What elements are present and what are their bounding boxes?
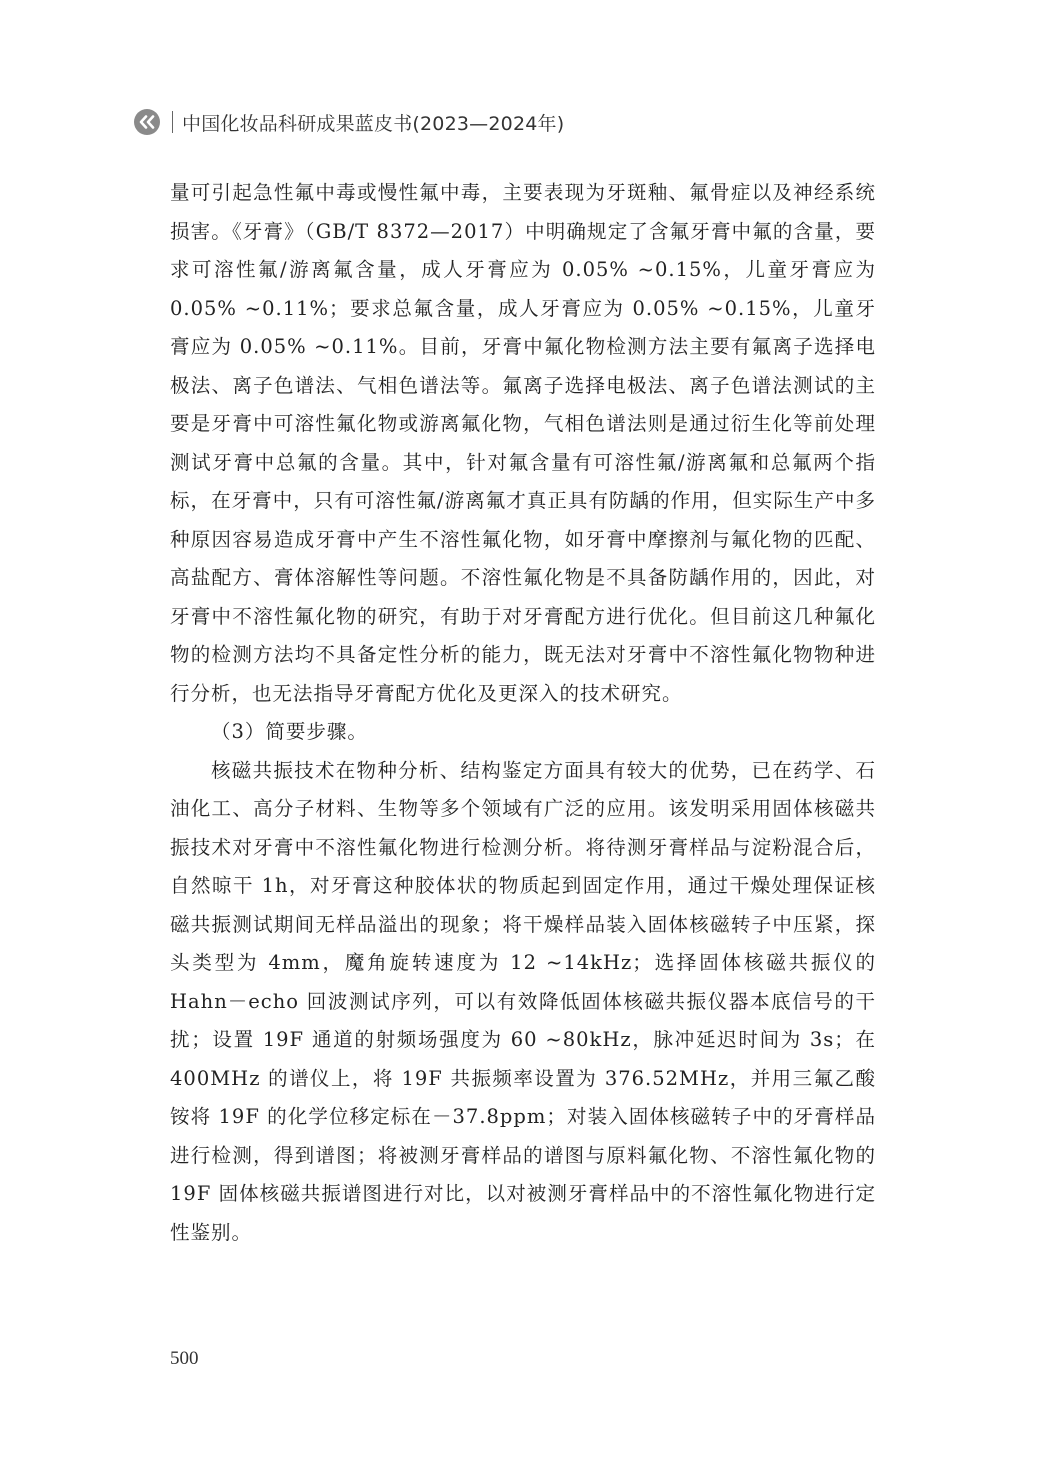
section-heading-brief-steps: （3）简要步骤。 bbox=[211, 720, 368, 743]
running-header bbox=[134, 106, 564, 138]
double-chevron-left-icon bbox=[134, 109, 160, 135]
paragraph-nmr-method: 核磁共振技术在物种分析、结构鉴定方面具有较大的优势，已在药学、石油化工、高分子材料、生物等多个领域有广泛的应用。该发明采用固体核磁共振技术对牙膏中不溶性氟化物进行检测分析。将待测牙膏样品与淀粉混合后，自然晾干 1h，对牙膏这种胶体状的物质起到固定作用，通过干燥处理保证核磁共振测试期间无样品溢出的现象；将干燥样品装入固体核磁转子中压紧，探头类型为 4mm，魔角旋转速度为 12 ~14kHz；选择固体核磁共振仪的 Hahn－echo 回波测试序列，可以有效降低固体核磁共振仪器本底信号的干扰；设置 19F 通道的射频场强度为 60 ~80kHz，脉冲延迟时间为 3s；在 400MHz 的谱仪上，将 19F 共振频率设置为 376.52MHz，并用三氟乙酸铵将 19F 的化学位移定标在－37.8ppm；对装入固体核磁转子中的牙膏样品进行检测，得到谱图；将被测牙膏样品的谱图与原料氟化物、不溶性氟化物的 19F 固体核磁共振谱图进行对比，以对被测牙膏样品中的不溶性氟化物进行定性鉴别。 bbox=[170, 758, 876, 1244]
header-divider bbox=[172, 111, 173, 133]
page-number: 500 bbox=[170, 1348, 199, 1369]
body-text bbox=[170, 174, 876, 1252]
book-title: 中国化妆品科研成果蓝皮书(2023—2024年) bbox=[182, 112, 565, 135]
paragraph-fluoride-overview: 量可引起急性氟中毒或慢性氟中毒，主要表现为牙斑釉、氟骨症以及神经系统损害。《牙膏》（GB/T 8372—2017）中明确规定了含氟牙膏中氟的含量，要求可溶性氟/游离氟含量，成人牙膏应为 0.05% ~0.15%，儿童牙膏应为 0.05% ~0.11%；要求总氟含量，成人牙膏应为 0.05% ~0.15%，儿童牙膏应为 0.05% ~0.11%。目前，牙膏中氟化物检测方法主要有氟离子选择电极法、离子色谱法、气相色谱法等。氟离子选择电极法、离子色谱法测试的主要是牙膏中可溶性氟化物或游离氟化物，气相色谱法则是通过衍生化等前处理测试牙膏中总氟的含量。其中，针对氟含量有可溶性氟/游离氟和总氟两个指标，在牙膏中，只有可溶性氟/游离氟才真正具有防龋的作用，但实际生产中多种原因容易造成牙膏中产生不溶性氟化物，如牙膏中摩擦剂与氟化物的匹配、高盐配方、膏体溶解性等问题。不溶性氟化物是不具备防龋作用的，因此，对牙膏中不溶性氟化物的研究，有助于对牙膏配方进行优化。但目前这几种氟化物的检测方法均不具备定性分析的能力，既无法对牙膏中不溶性氟化物物种进行分析，也无法指导牙膏配方优化及更深入的技术研究。 bbox=[170, 181, 876, 705]
